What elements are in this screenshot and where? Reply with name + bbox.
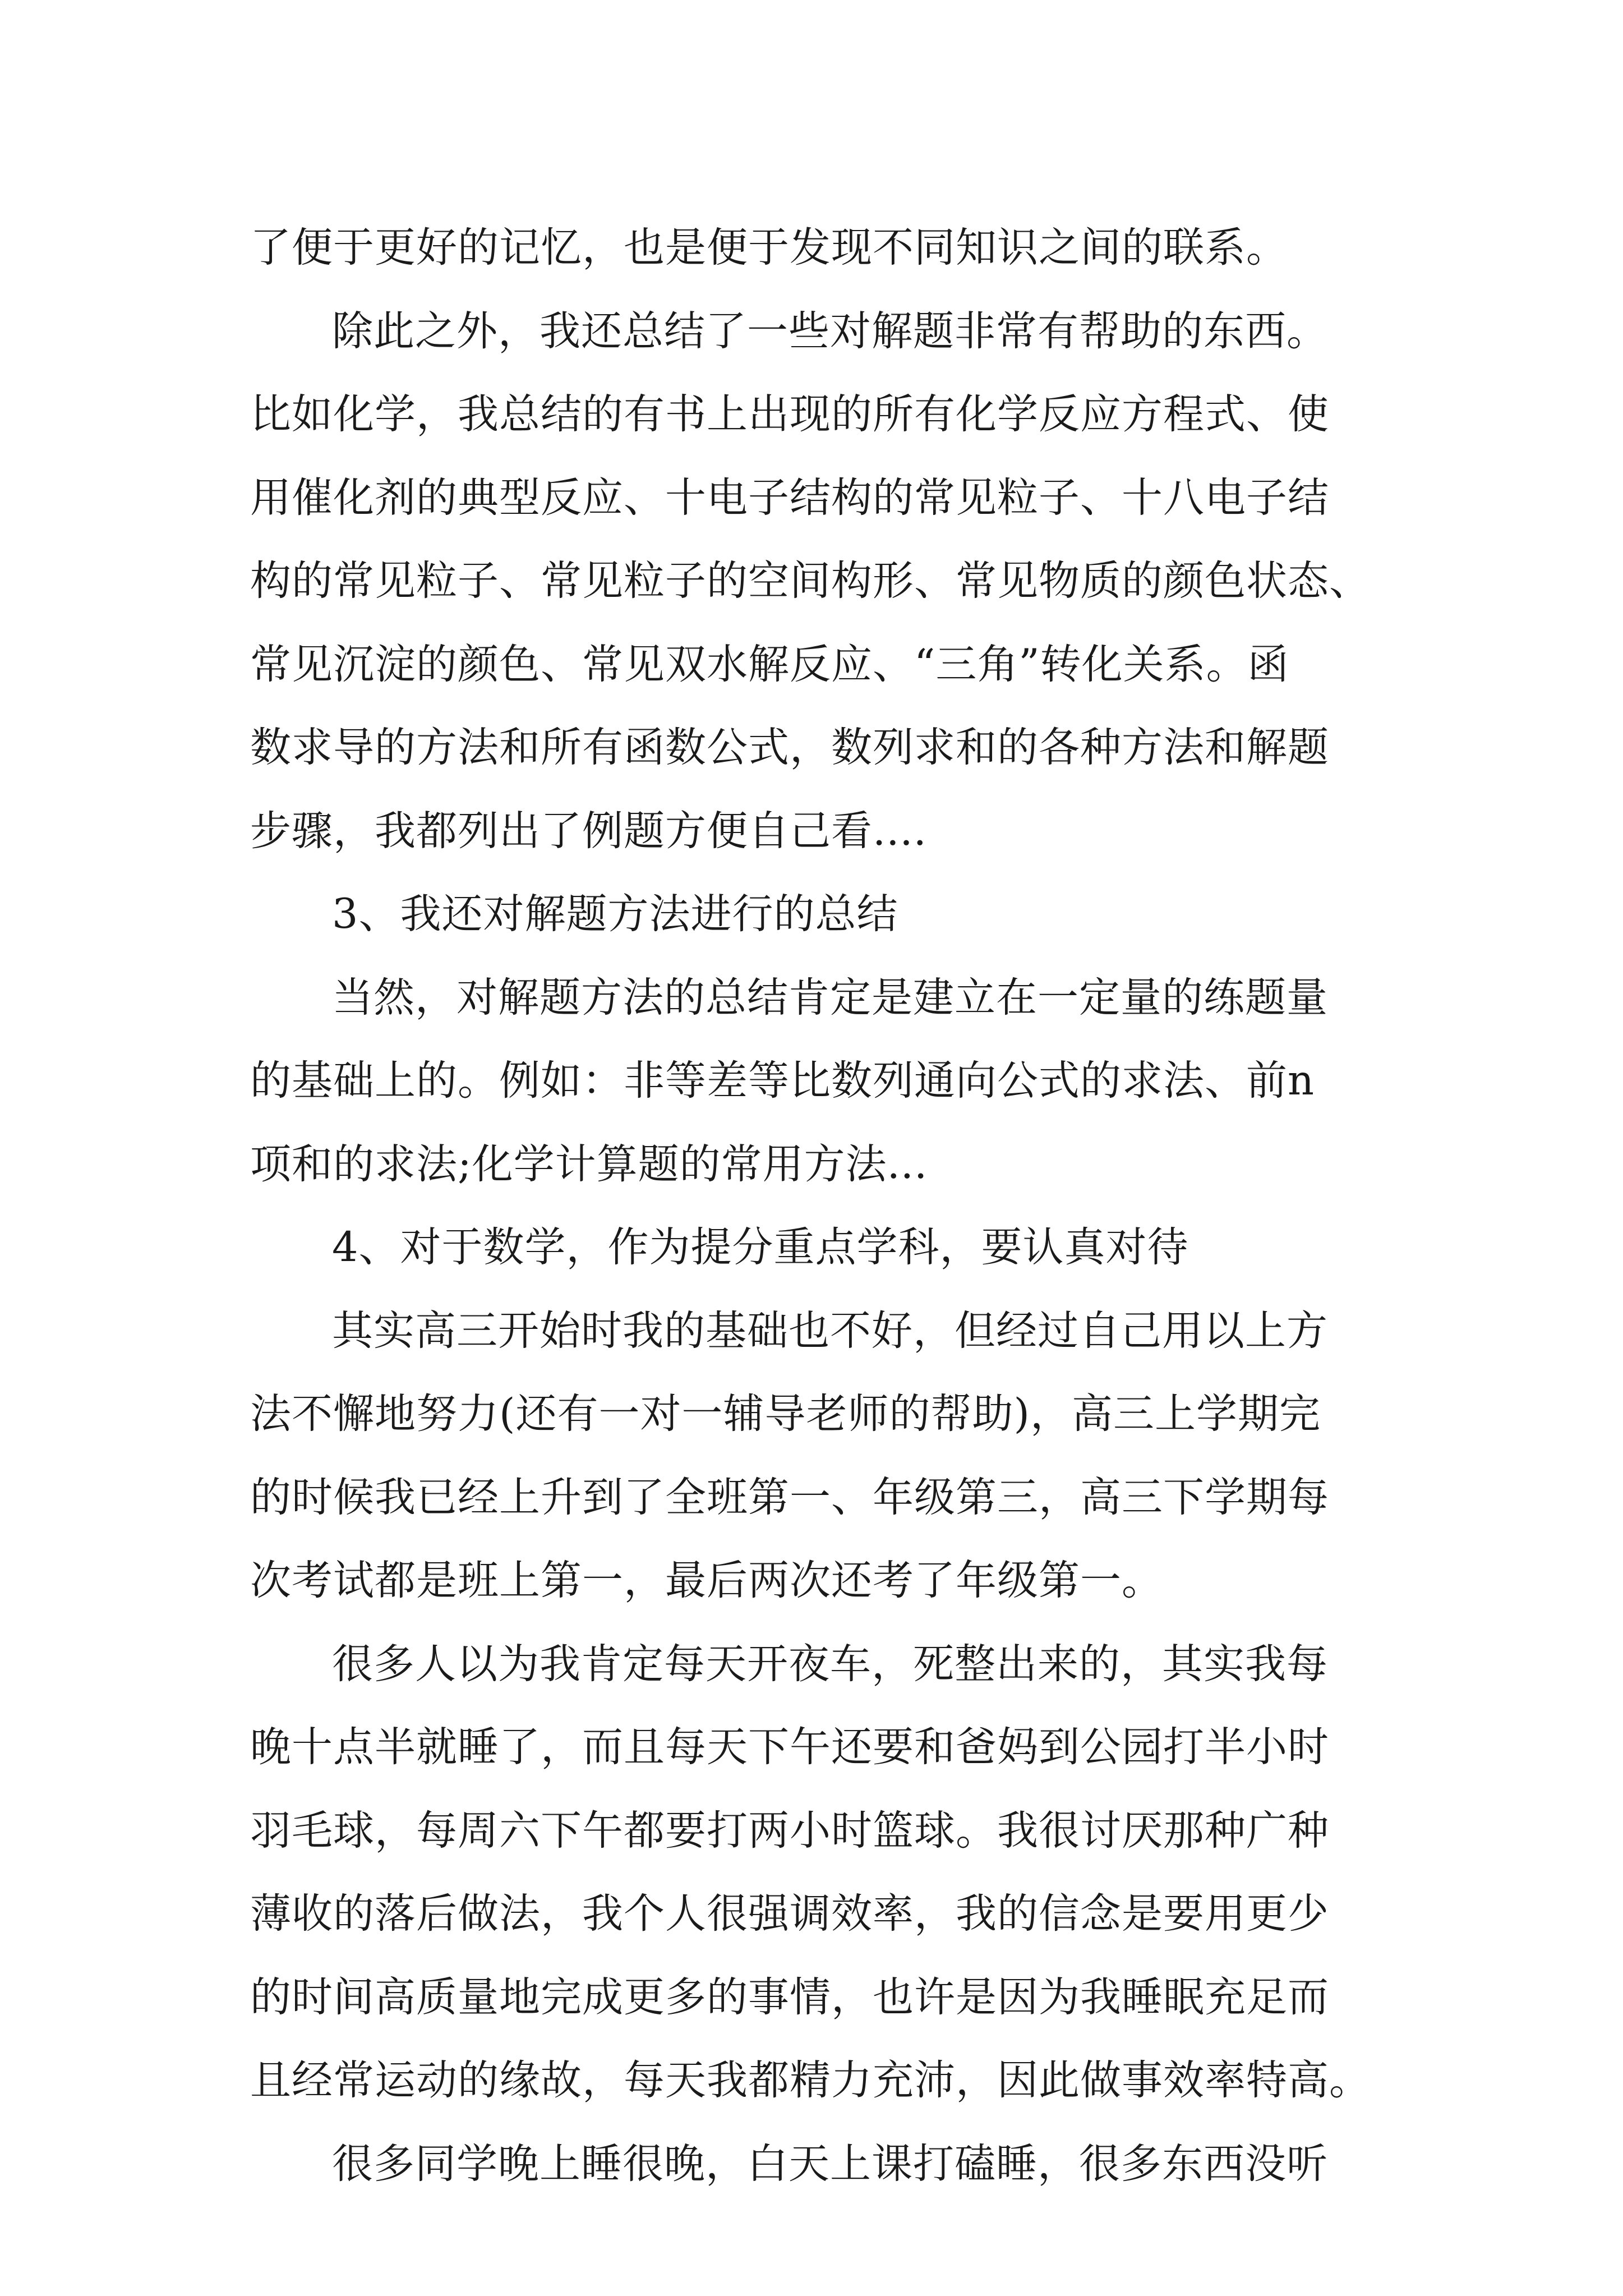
text-line: 数求导的方法和所有函数公式，数列求和的各种方法和解题 [250, 724, 1329, 771]
text-line: 很多同学晚上睡很晚，白天上课打磕睡，很多东西没听 [332, 2139, 1328, 2188]
text-line: 项和的求法;化学计算题的常用方法... [250, 1140, 928, 1188]
text-line: 构的常见粒子、常见粒子的空间构形、常见物质的颜色状态、 [250, 557, 1371, 605]
text-line: 当然，对解题方法的总结肯定是建立在一定量的练题量 [332, 973, 1328, 1022]
section-heading: 4、对于数学，作为提分重点学科，要认真对待 [332, 1223, 1189, 1271]
text-line: 了便于更好的记忆，也是便于发现不同知识之间的联系。 [250, 224, 1288, 272]
document-body [250, 206, 1394, 2206]
text-line: 晚十点半就睡了，而且每天下午还要和爸妈到公园打半小时 [250, 1723, 1329, 1771]
text-line: 的时候我已经上升到了全班第一、年级第三，高三下学期每 [250, 1473, 1329, 1521]
text-line: 常见沉淀的颜色、常见双水解反应、“三角”转化关系。函 [250, 640, 1289, 688]
text-line: 薄收的落后做法，我个人很强调效率，我的信念是要用更少 [250, 1890, 1329, 1938]
section-heading: 3、我还对解题方法进行的总结 [332, 890, 898, 938]
text-line: 的基础上的。例如：非等差等比数列通向公式的求法、前n [250, 1057, 1315, 1105]
text-line: 除此之外，我还总结了一些对解题非常有帮助的东西。 [332, 307, 1328, 355]
text-line: 且经常运动的缘故，每天我都精力充沛，因此做事效率特高。 [250, 2056, 1371, 2104]
text-line: 次考试都是班上第一，最后两次还考了年级第一。 [250, 1557, 1163, 1604]
text-line: 用催化剂的典型反应、十电子结构的常见粒子、十八电子结 [250, 473, 1329, 522]
text-line: 羽毛球，每周六下午都要打两小时篮球。我很讨厌那种广种 [250, 1806, 1329, 1855]
text-line: 其实高三开始时我的基础也不好，但经过自己用以上方 [332, 1306, 1328, 1355]
text-line: 很多人以为我肯定每天开夜车，死整出来的，其实我每 [332, 1640, 1328, 1688]
text-line: 法不懈地努力(还有一对一辅导老师的帮助)，高三上学期完 [250, 1390, 1321, 1438]
text-line: 步骤，我都列出了例题方便自己看.... [250, 807, 927, 855]
text-line: 比如化学，我总结的有书上出现的所有化学反应方程式、使 [250, 390, 1329, 438]
text-line: 的时间高质量地完成更多的事情，也许是因为我睡眠充足而 [250, 1973, 1329, 2021]
